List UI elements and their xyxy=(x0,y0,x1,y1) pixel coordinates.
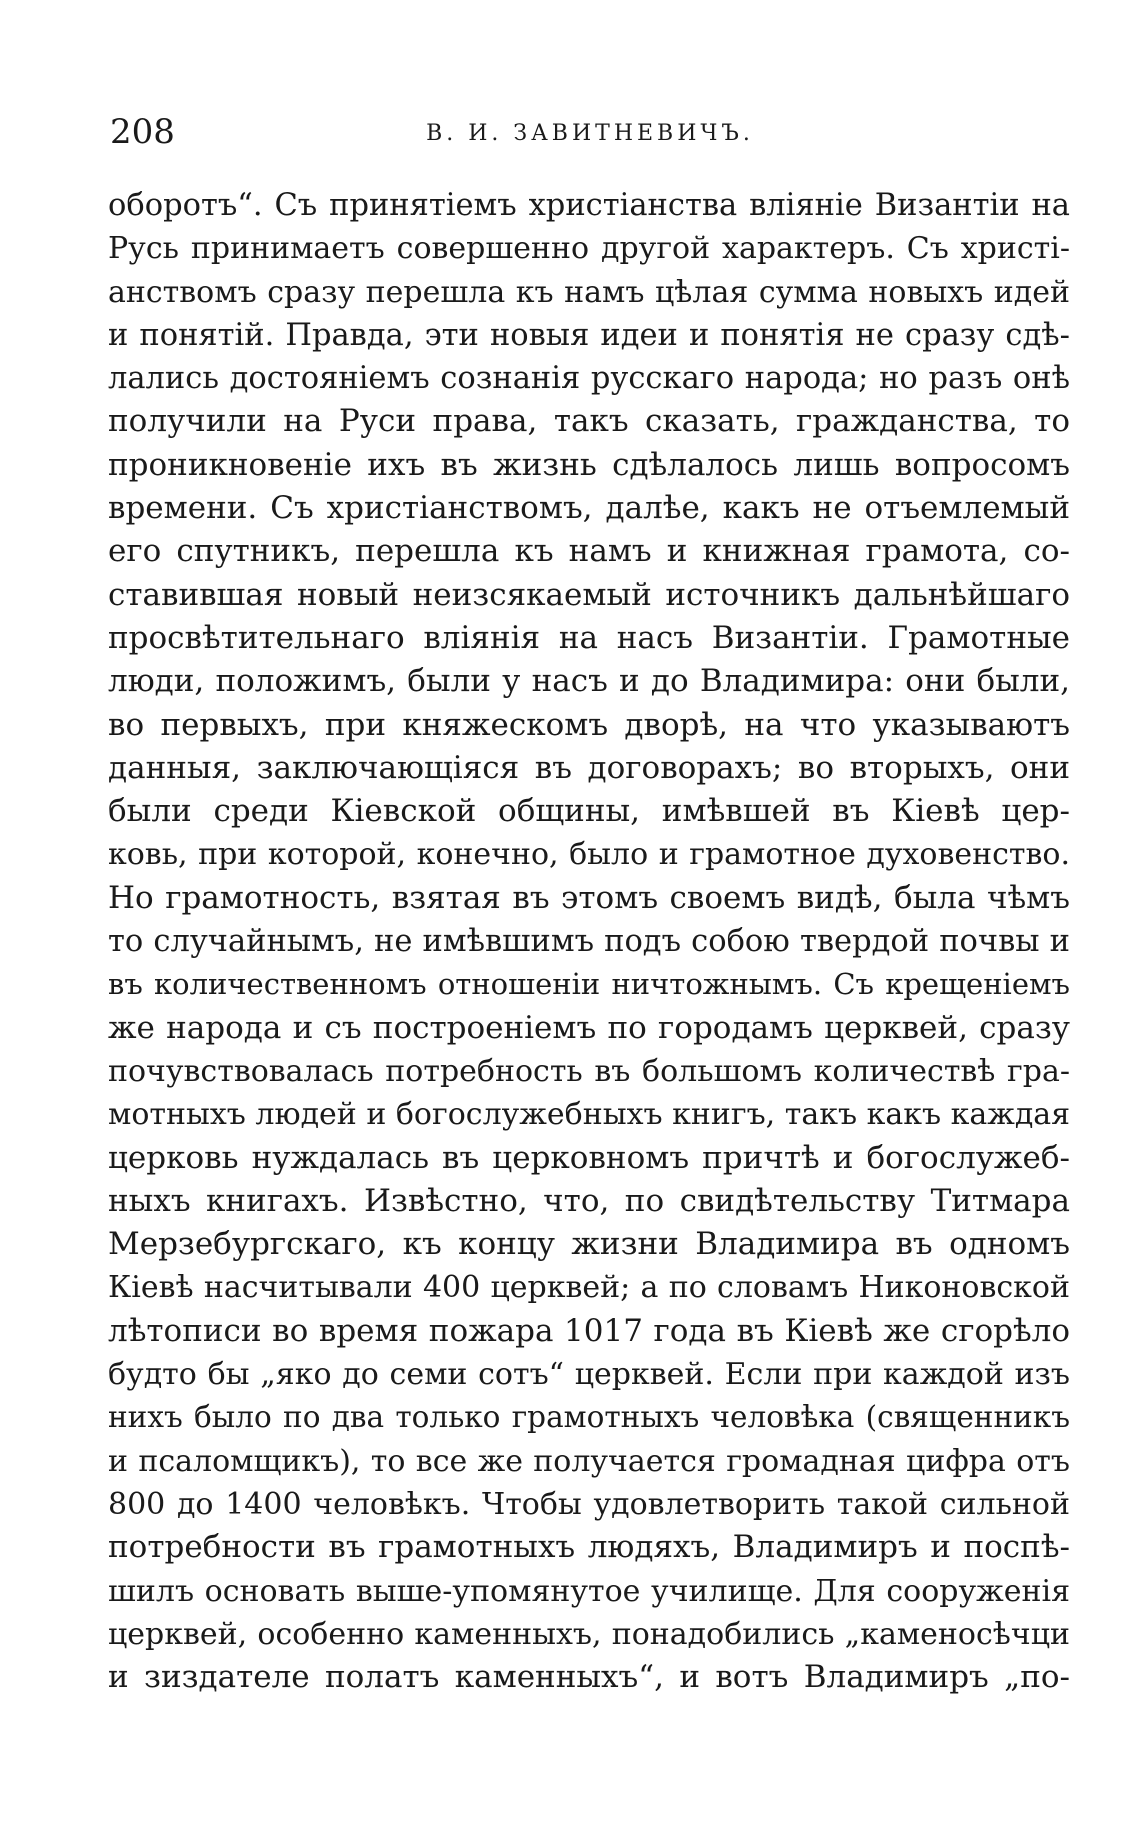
text-line: и псаломщикъ), то все же получается громадная цифра отъ xyxy=(108,1443,1070,1479)
text-line: данныя, заключающіяся въ договорахъ; во вторыхъ, они xyxy=(108,749,1070,786)
text-line: же народа и съ построеніемъ по городамъ церквей, сразу xyxy=(108,1009,1070,1046)
text-line: 800 до 1400 человѣкъ. Чтобы удовлетворить такой сильной xyxy=(108,1486,1070,1522)
text-line: его спутникъ, перешла къ намъ и книжная грамота, со- xyxy=(108,533,1070,570)
text-line: лались достояніемъ сознанія русскаго народа; но разъ онѣ xyxy=(108,361,1070,397)
text-line: то случайнымъ, не имѣвшимъ подъ собою твердой почвы и xyxy=(108,924,1070,960)
text-line: шилъ основать выше-упомянутое училище. Для сооруженія xyxy=(108,1573,1070,1609)
text-line: и понятій. Правда, эти новыя идеи и понятія не сразу сдѣ- xyxy=(108,317,1070,353)
text-line: почувствовалась потребность въ большомъ количествѣ гра- xyxy=(108,1053,1070,1089)
running-head xyxy=(110,112,1070,152)
text-line: церковь нуждалась въ церковномъ причтѣ и богослужеб- xyxy=(108,1139,1070,1176)
text-line: просвѣтительнаго вліянія на насъ Византіи. Грамотные xyxy=(108,619,1070,656)
text-line: и зиздателе полатъ каменныхъ“, и вотъ Владимиръ „по- xyxy=(108,1659,1070,1696)
text-line: Мерзебургскаго, къ концу жизни Владимира въ одномъ xyxy=(108,1226,1070,1263)
text-line: будто бы „яко до семи сотъ“ церквей. Если при каждой изъ xyxy=(108,1357,1070,1393)
text-line: Русь принимаетъ совершенно другой характеръ. Съ христі- xyxy=(108,231,1070,267)
text-line: ныхъ книгахъ. Извѣстно, что, по свидѣтельству Титмара xyxy=(108,1182,1070,1219)
text-line: ковь, при которой, конечно, было и грамотное духовенство. xyxy=(108,837,1070,873)
page-number: 208 xyxy=(110,112,175,152)
text-line: мотныхъ людей и богослужебныхъ книгъ, такъ какъ каждая xyxy=(108,1097,1070,1133)
text-line: нихъ было по два только грамотныхъ человѣка (священникъ xyxy=(108,1400,1070,1435)
text-line: церквей, особенно каменныхъ, понадобились „каменосѣчци xyxy=(108,1616,1070,1652)
text-line: Кіевѣ насчитывали 400 церквей; а по словамъ Никоновской xyxy=(108,1270,1070,1306)
text-line: анствомъ сразу перешла къ намъ цѣлая сумма новыхъ идей xyxy=(108,274,1070,310)
text-line: потребности въ грамотныхъ людяхъ, Владимиръ и поспѣ- xyxy=(108,1529,1070,1566)
text-line: оборотъ“. Съ принятіемъ христіанства вліяніе Византіи на xyxy=(108,188,1070,223)
body-text xyxy=(108,184,1070,1699)
text-line: лѣтописи во время пожара 1017 года въ Кіевѣ же сгорѣло xyxy=(108,1312,1070,1349)
text-line: Но грамотность, взятая въ этомъ своемъ видѣ, была чѣмъ xyxy=(108,879,1070,916)
text-line: были среди Кіевской общины, имѣвшей въ Кіевѣ цер- xyxy=(108,793,1070,830)
running-title: В. И. ЗАВИТНЕВИЧЪ. xyxy=(426,121,754,146)
text-line: въ количественномъ отношеніи ничтожнымъ. Съ крещеніемъ xyxy=(108,967,1070,1002)
text-line: получили на Руси права, такъ сказать, гражданства, то xyxy=(108,403,1070,440)
text-line: времени. Съ христіанствомъ, далѣе, какъ не отъемлемый xyxy=(108,490,1070,527)
text-line: во первыхъ, при княжескомъ дворѣ, на что указываютъ xyxy=(108,706,1070,743)
text-line: проникновеніе ихъ въ жизнь сдѣлалось лишь вопросомъ xyxy=(108,446,1070,483)
text-line: ставившая новый неизсякаемый источникъ дальнѣйшаго xyxy=(108,576,1070,613)
text-line: люди, положимъ, были у насъ и до Владимира: они были, xyxy=(108,663,1070,700)
